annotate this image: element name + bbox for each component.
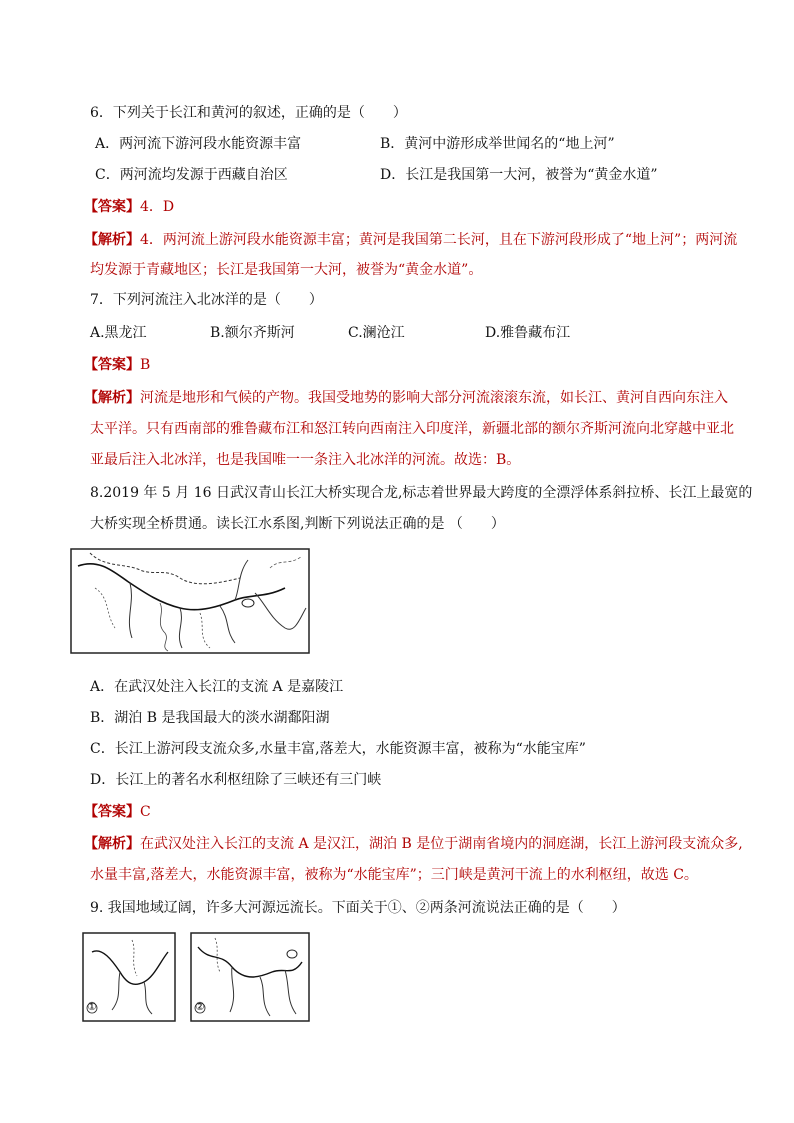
q8-analysis-line-1 bbox=[84, 834, 743, 854]
q8-answer-tag: 【答案】 bbox=[84, 804, 140, 820]
q6-option-b: B．黄河中游形成举世闻名的“地上河” bbox=[380, 136, 615, 152]
yangtze-river-system-map bbox=[70, 548, 310, 654]
q8-option-a: A．在武汉处注入长江的支流 A 是嘉陵江 bbox=[90, 679, 344, 695]
q6-answer-value: 4．D bbox=[140, 199, 175, 215]
q6-answer bbox=[84, 197, 174, 217]
q7-answer-tag: 【答案】 bbox=[84, 357, 140, 373]
q6-option-d: D．长江是我国第一大河，被誉为“黄金水道” bbox=[380, 167, 658, 183]
q7-stem: 7．下列河流注入北冰洋的是（ ） bbox=[90, 292, 323, 308]
q8-option-d: D．长江上的著名水利枢纽除了三峡还有三门峡 bbox=[90, 772, 382, 788]
q7-option-a: A.黑龙江 bbox=[90, 325, 147, 341]
q7-analysis-line-3: 亚最后注入北冰洋，也是我国唯一一条注入北冰洋的河流。故选：B。 bbox=[90, 452, 521, 468]
q7-option-c: C.澜沧江 bbox=[348, 325, 405, 341]
river-map-1 bbox=[82, 932, 176, 1022]
q8-stem-line-1: 8.2019 年 5 月 16 日武汉青山长江大桥实现合龙,标志着世界最大跨度的全漂浮体系斜拉桥、长江上最宽的 bbox=[90, 485, 753, 501]
q9-stem: 9. 我国地域辽阔，许多大河源远流长。下面关于①、②两条河流说法正确的是（ ） bbox=[90, 900, 626, 916]
q7-answer-value: B bbox=[140, 357, 151, 373]
q6-answer-tag: 【答案】 bbox=[84, 199, 140, 215]
q8-option-c: C．长江上游河段支流众多,水量丰富,落差大，水能资源丰富，被称为“水能宝库” bbox=[90, 741, 586, 757]
q6-stem: 6．下列关于长江和黄河的叙述，正确的是（ ） bbox=[90, 105, 407, 121]
map-2-label: ② bbox=[195, 1000, 205, 1013]
q6-analysis-line-2: 均发源于青藏地区；长江是我国第一大河，被誉为“黄金水道”。 bbox=[90, 262, 483, 278]
q7-option-b: B.额尔齐斯河 bbox=[210, 325, 295, 341]
q8-answer-value: C bbox=[140, 804, 151, 820]
river-map-2 bbox=[190, 932, 310, 1022]
q8-answer bbox=[84, 802, 151, 822]
q7-analysis-line-2: 太平洋。只有西南部的雅鲁藏布江和怒江转向西南注入印度洋，新疆北部的额尔齐斯河流向北穿越中亚北 bbox=[90, 421, 734, 437]
q7-answer bbox=[84, 355, 150, 375]
q8-analysis-tag: 【解析】 bbox=[84, 836, 140, 852]
q8-stem-line-2: 大桥实现全桥贯通。读长江水系图,判断下列说法正确的是 （ ） bbox=[90, 516, 505, 532]
q6-option-a: A．两河流下游河段水能资源丰富 bbox=[95, 136, 302, 152]
q6-analysis-line-1 bbox=[84, 230, 737, 250]
q8-option-b: B．湖泊 B 是我国最大的淡水湖鄱阳湖 bbox=[90, 710, 330, 726]
q8-analysis-text-1: 在武汉处注入长江的支流 A 是汉江，湖泊 B 是位于湖南省境内的洞庭湖，长江上游河段支流众多, bbox=[140, 836, 743, 852]
q7-analysis-text-1: 河流是地形和气候的产物。我国受地势的影响大部分河流滚滚东流，如长江、黄河自西向东注入 bbox=[140, 390, 728, 406]
q6-analysis-text-1: 4．两河流上游河段水能资源丰富；黄河是我国第二长河，且在下游河段形成了“地上河”；两河流 bbox=[140, 232, 738, 248]
q6-analysis-tag: 【解析】 bbox=[84, 232, 140, 248]
q7-option-d: D.雅鲁藏布江 bbox=[485, 325, 571, 341]
q7-analysis-tag: 【解析】 bbox=[84, 390, 140, 406]
q6-option-c: C．两河流均发源于西藏自治区 bbox=[95, 167, 288, 183]
q7-analysis-line-1 bbox=[84, 388, 728, 408]
q8-analysis-line-2: 水量丰富,落差大，水能资源丰富，被称为“水能宝库”；三门峡是黄河干流上的水利枢纽，故选 C。 bbox=[90, 867, 698, 883]
map-1-label: ① bbox=[87, 1000, 97, 1013]
